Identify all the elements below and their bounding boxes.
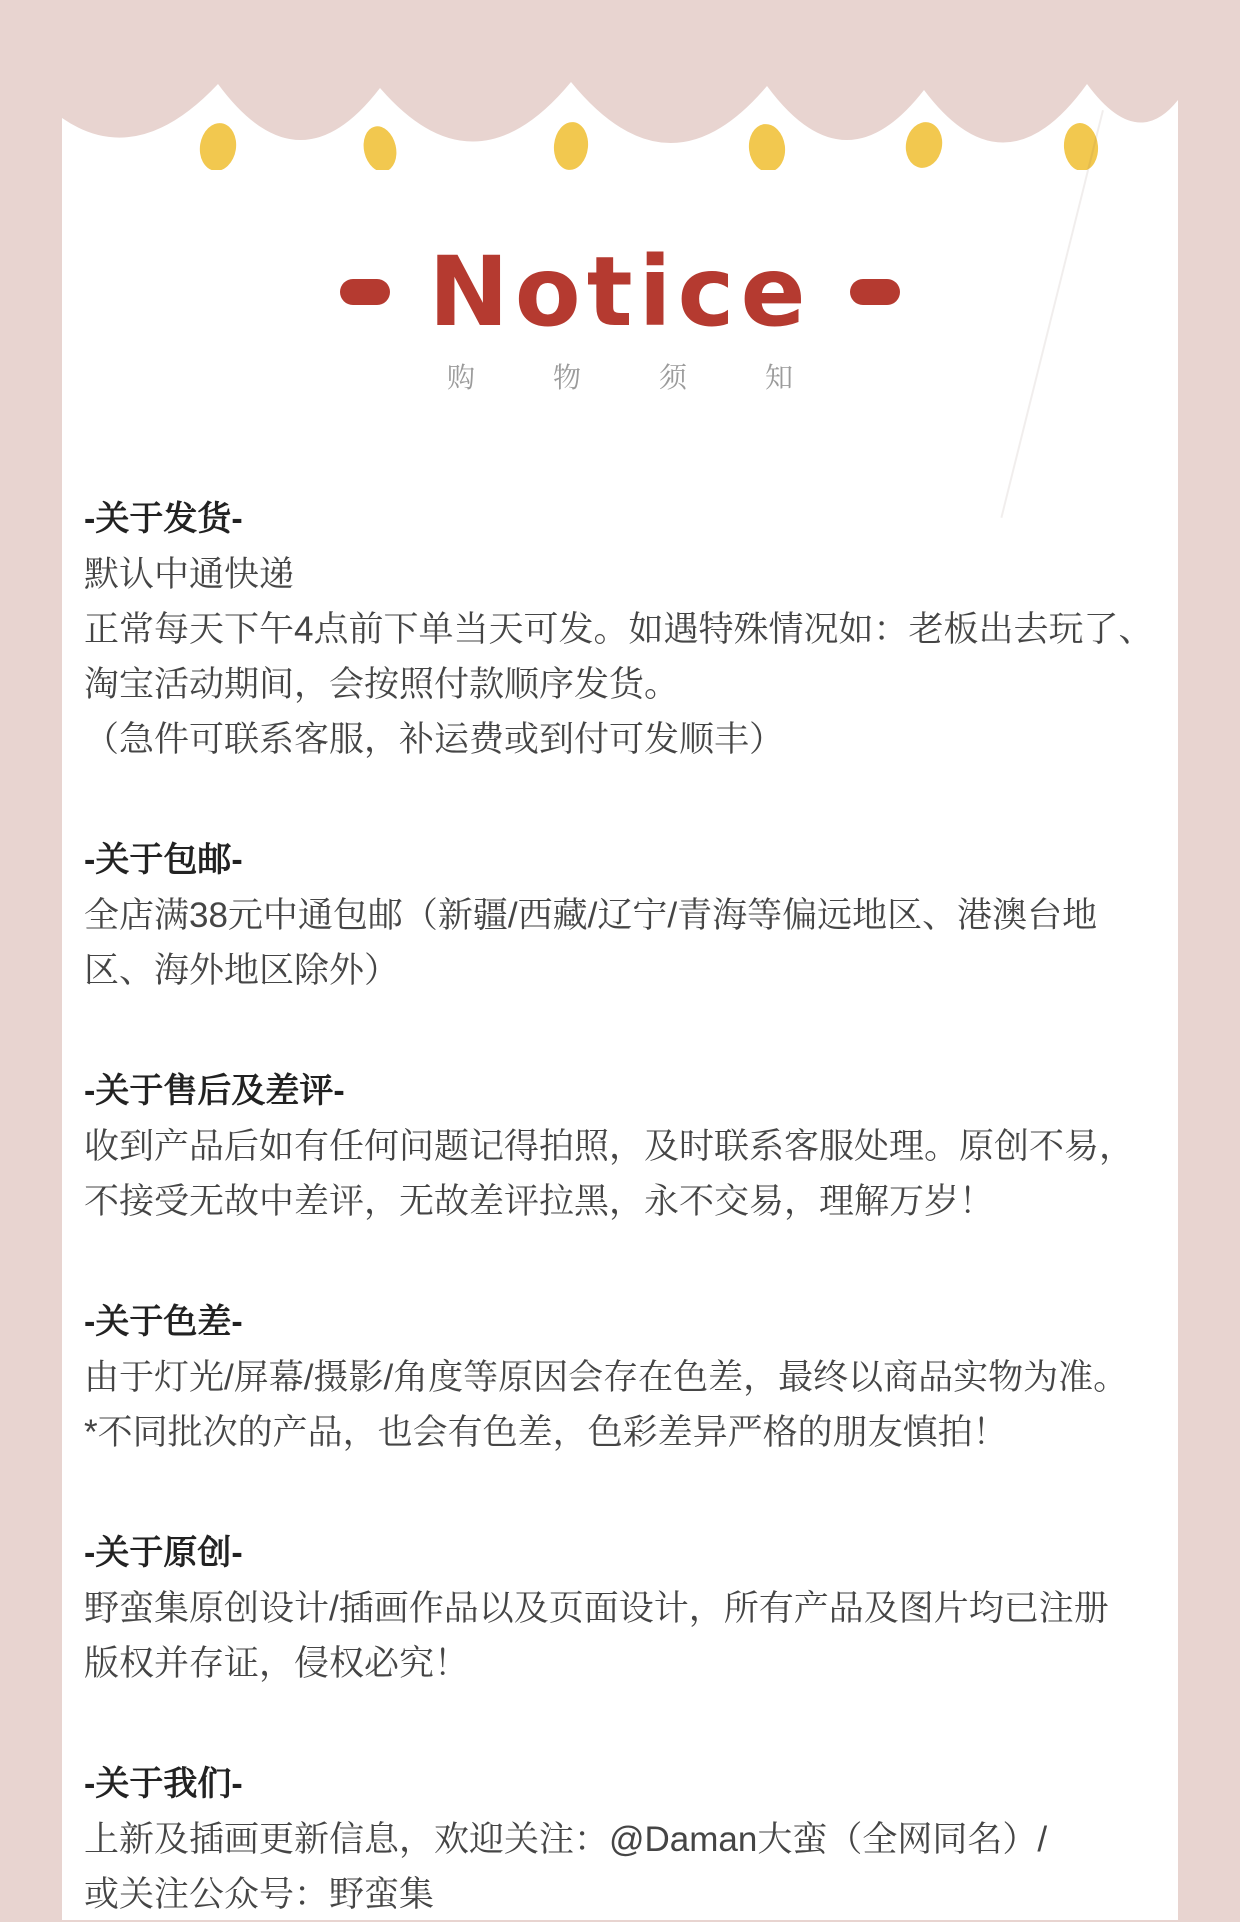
section-line: 全店满38元中通包邮（新疆/西藏/辽宁/青海等偏远地区、港澳台地 — [84, 896, 1098, 935]
section-aftersales — [84, 1064, 1160, 1229]
section-heading: -关于我们- — [84, 1765, 243, 1803]
section-shipping — [84, 492, 1160, 767]
section-line: 默认中通快递 — [84, 555, 295, 594]
title-dash-right — [850, 279, 900, 305]
section-line: 区、海外地区除外） — [84, 951, 400, 990]
deco-dot — [552, 120, 591, 170]
section-line: 版权并存证，侵权必究！ — [84, 1644, 470, 1683]
page-subtitle: 购物须知 — [446, 362, 871, 393]
deco-dot — [902, 119, 946, 170]
section-line: 或关注公众号：野蛮集 — [84, 1875, 435, 1914]
scallop-border — [62, 0, 1178, 170]
section-heading: -关于色差- — [84, 1303, 243, 1341]
title-dash-left — [340, 279, 390, 305]
section-heading: -关于发货- — [84, 500, 243, 538]
section-heading: -关于包邮- — [84, 841, 243, 879]
section-line: 正常每天下午4点前下单当天可发。如遇特殊情况如：老板出去玩了、 — [84, 610, 1154, 649]
section-line: 不接受无故中差评，无故差评拉黑，永不交易，理解万岁！ — [84, 1182, 995, 1221]
section-originality — [84, 1526, 1160, 1691]
notice-card — [62, 0, 1178, 1920]
notice-title-row — [62, 236, 1178, 348]
deco-dot — [359, 123, 401, 170]
section-line: 上新及插画更新信息，欢迎关注：@Daman大蛮（全网同名）/ — [84, 1820, 1048, 1859]
section-line: 淘宝活动期间，会按照付款顺序发货。 — [84, 665, 680, 704]
section-free-shipping — [84, 833, 1160, 998]
deco-dot — [746, 122, 788, 170]
scallop-shape — [62, 0, 1178, 143]
section-heading: -关于售后及差评- — [84, 1072, 345, 1110]
section-line: *不同批次的产品，也会有色差，色彩差异严格的朋友慎拍！ — [84, 1413, 1008, 1452]
section-color-difference — [84, 1295, 1160, 1460]
subtitle-row — [62, 358, 1178, 398]
section-heading: -关于原创- — [84, 1534, 243, 1572]
notice-content — [62, 492, 1178, 1922]
notice-header — [62, 236, 1178, 398]
section-line: 野蛮集原创设计/插画作品以及页面设计，所有产品及图片均已注册 — [84, 1589, 1109, 1628]
deco-dot — [196, 120, 239, 170]
section-line: 收到产品后如有任何问题记得拍照，及时联系客服处理。原创不易， — [84, 1127, 1135, 1166]
section-about-us — [84, 1757, 1160, 1922]
section-line: （急件可联系客服，补运费或到付可发顺丰） — [84, 720, 785, 759]
page-title: Notice — [428, 236, 812, 348]
section-line: 由于灯光/屏幕/摄影/角度等原因会存在色差，最终以商品实物为准。 — [84, 1358, 1129, 1397]
